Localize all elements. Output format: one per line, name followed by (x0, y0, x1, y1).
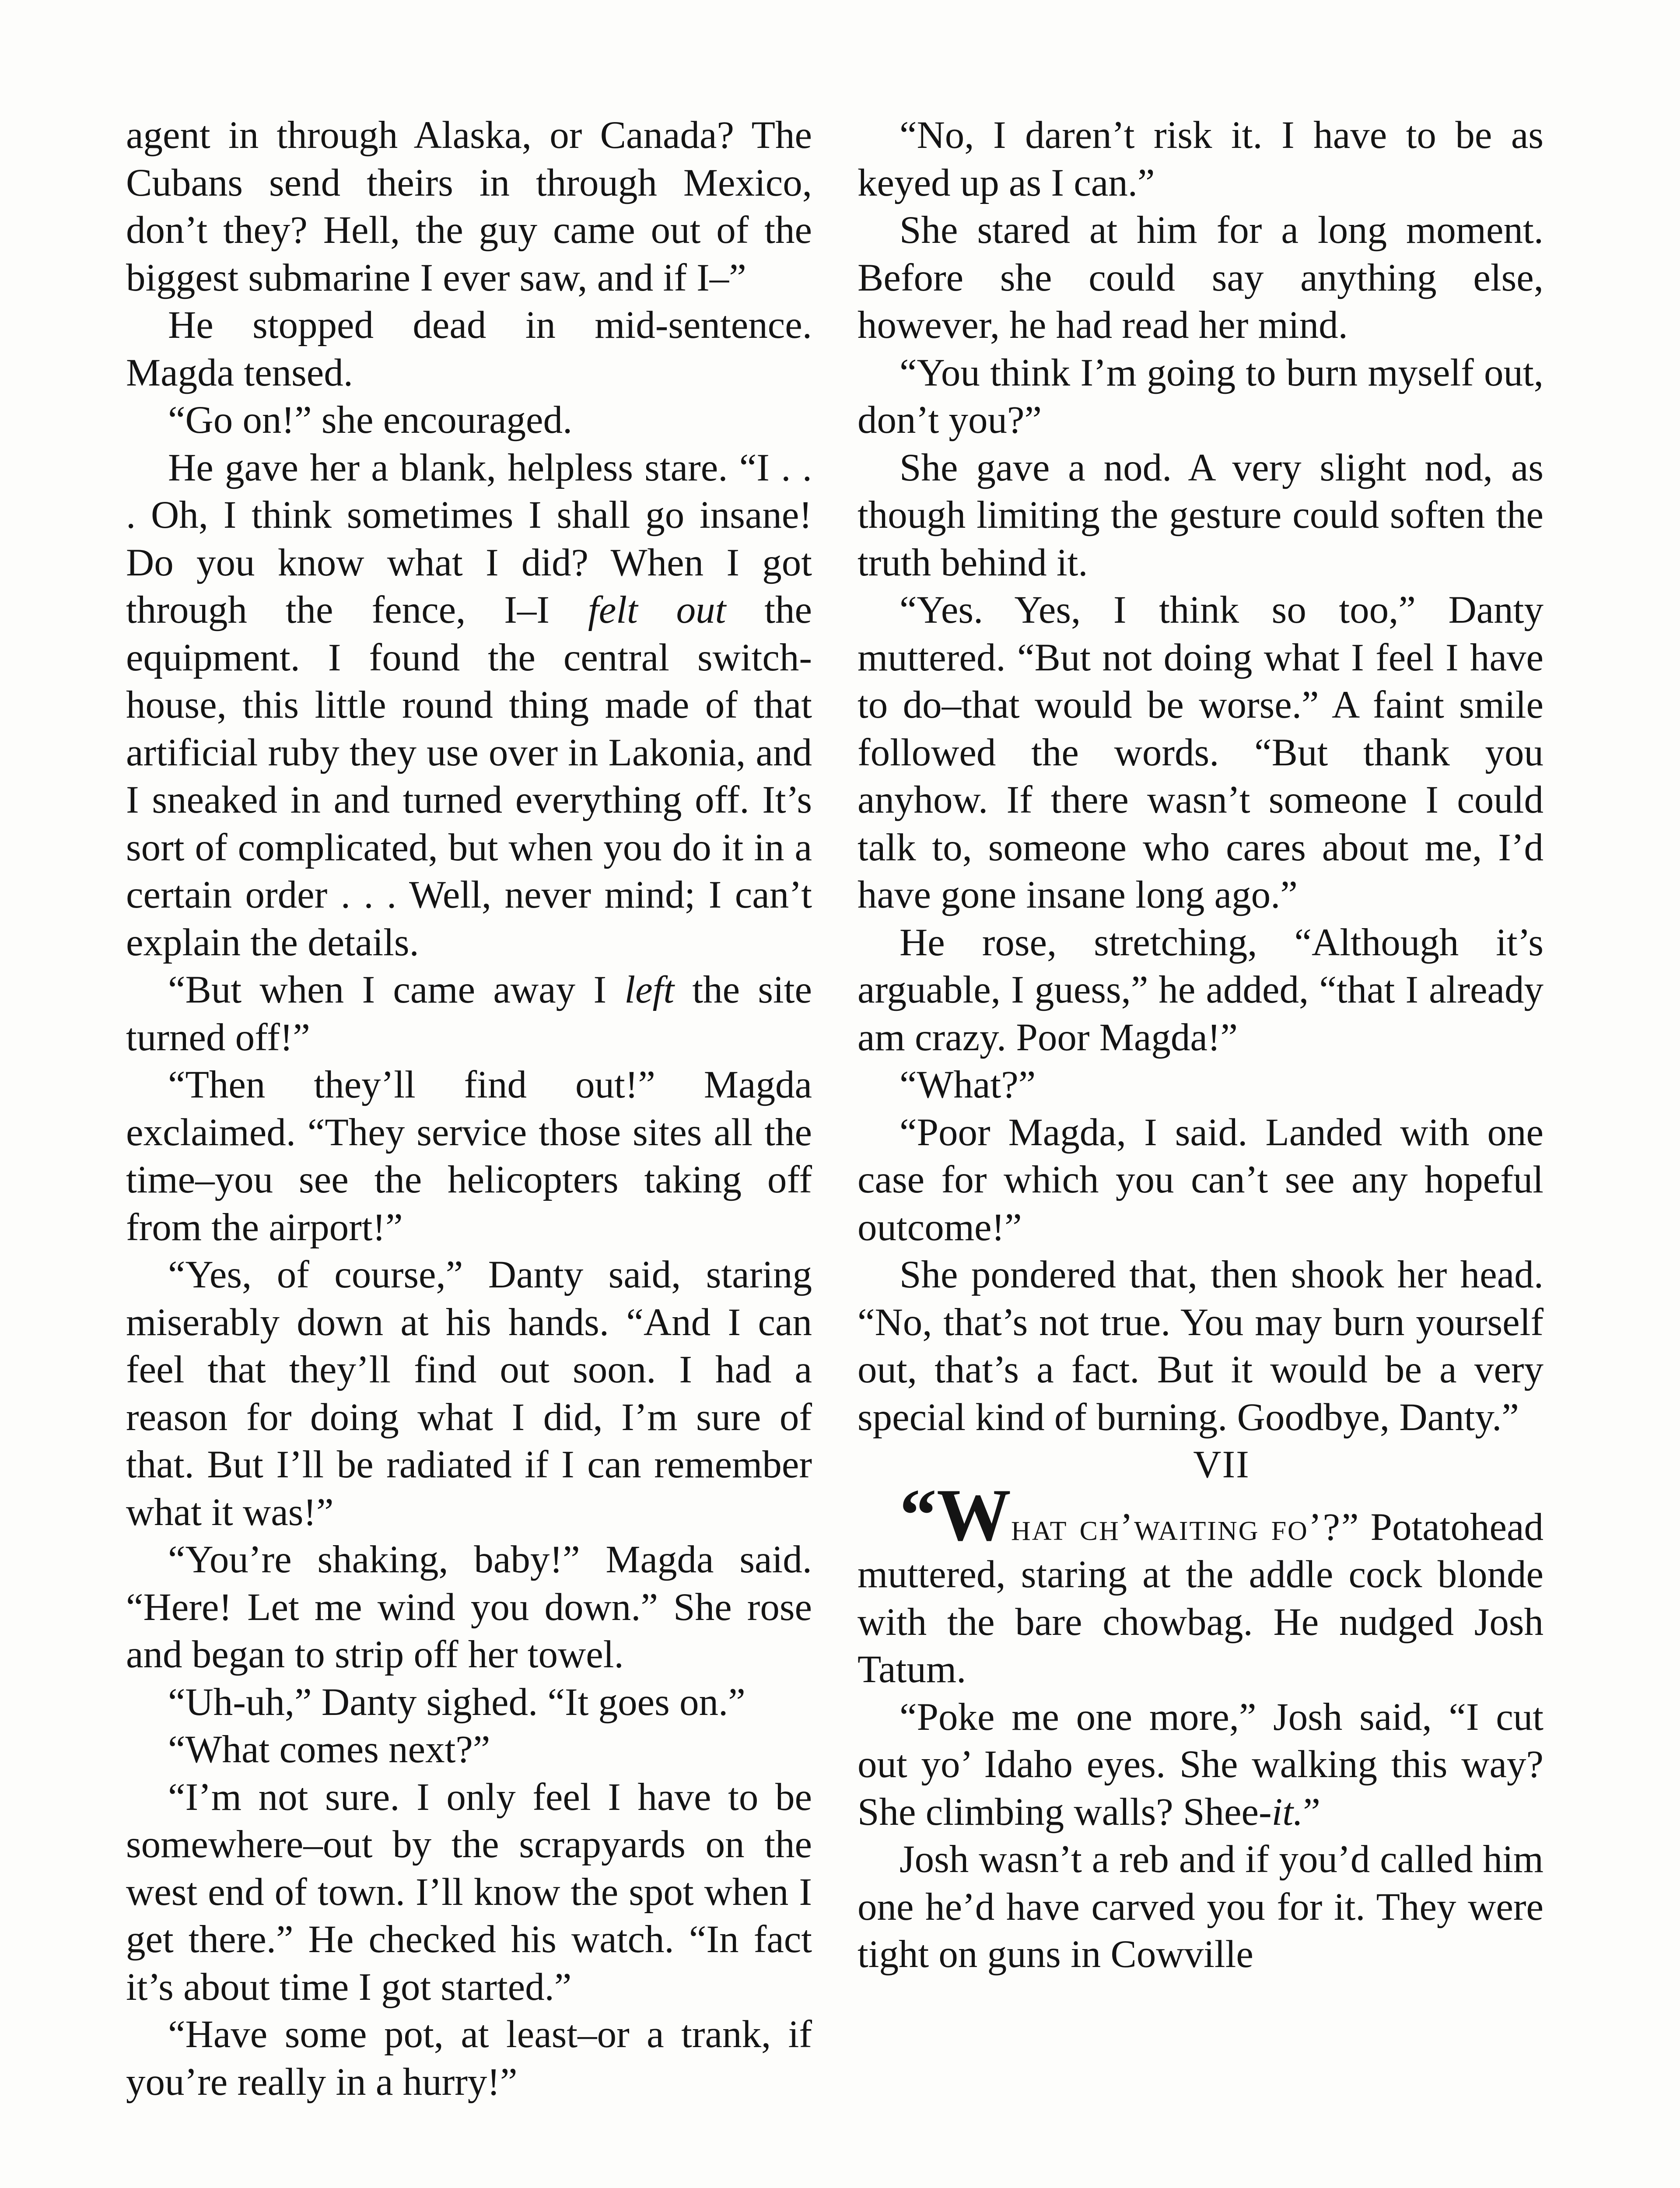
paragraph: He stopped dead in mid-sentence. Magda tensed. (126, 304, 812, 394)
chapter-heading: VII (1193, 1443, 1250, 1486)
paragraph: “Poke me one more,” Josh said, “I cut out yo’ Idaho eyes. She walking this way? She climbing walls? Shee-it.” (858, 1695, 1544, 1834)
paragraph: “Poor Magda, I said. Landed with one case for which you can’t see any hopeful outcome!” (858, 1111, 1544, 1249)
paragraph: She pondered that, then shook her head. “No, that’s not true. You may burn yourself out, that’s a fact. But it would be a very special kind of burning. Goodbye, Danty.” (858, 1253, 1544, 1439)
paragraph: “Have some pot, at least–or a trank, if you’re really in a hurry!” (126, 2013, 812, 2104)
paragraph: “What comes next?” (168, 1728, 490, 1771)
drop-cap: “W (900, 1473, 1011, 1556)
paragraph: “Then they’ll find out!” Magda exclaimed. “They service those sites all the time–you see the helicopters taking off from the airport!” (126, 1063, 812, 1249)
paragraph: “Yes. Yes, I think so too,” Danty muttered. “But not doing what I feel I have to do–that would be worse.” A faint smile followed the words. “But thank you anyhow. If there wasn’t someone I could talk to, someone who cares about me, I’d have gone insane long ago.” (858, 589, 1544, 916)
paragraph: “Yes, of course,” Danty said, staring miserably down at his hands. “And I can feel that they’ll find out soon. I had a reason for doing what I did, I’m sure of that. But I’ll be radiated if I can remember what it was!” (126, 1253, 812, 1534)
paragraph: “What?” (900, 1063, 1036, 1106)
paragraph: “You’re shaking, baby!” Magda said. “Here! Let me wind you down.” She rose and began to strip off her towel. (126, 1538, 812, 1676)
paragraph: “But when I came away I left the site turned off!” (126, 968, 812, 1059)
paragraph: “Go on!” she encouraged. (168, 399, 573, 442)
paragraph: “No, I daren’t risk it. I have to be as keyed up as I can.” (858, 114, 1544, 204)
section-opening-paragraph: “What ch’waiting fo’?” Potatohead muttered, staring at the addle cock blonde with the bare chowbag. He nudged Josh Tatum. (858, 1473, 1544, 1691)
small-caps-lead: hat ch’waiting fo’?” (1011, 1505, 1360, 1549)
italic-text: felt out (588, 589, 726, 631)
italic-text: left (624, 968, 675, 1011)
paragraph: “You think I’m going to burn myself out, don’t you?” (858, 351, 1544, 442)
paragraph: She gave a nod. A very slight nod, as though limiting the gesture could soften the truth behind it. (858, 446, 1544, 584)
paragraph: agent in through Alaska, or Canada? The Cubans send theirs in through Mexico, don’t they? Hell, the guy came out of the biggest submarine I ever saw, and if I–” (126, 114, 812, 299)
paragraph: “Uh-uh,” Danty sighed. “It goes on.” (168, 1680, 746, 1724)
paragraph: She stared at him for a long moment. Before she could say anything else, however, he had read her mind. (858, 209, 1544, 347)
right-text-column (858, 112, 1544, 1978)
paragraph: He rose, stretching, “Although it’s arguable, I guess,” he added, “that I already am crazy. Poor Magda!” (858, 921, 1544, 1059)
italic-text: it. (1271, 1790, 1303, 1834)
paragraph: Josh wasn’t a reb and if you’d called him one he’d have carved you for it. They were tight on guns in Cowville (858, 1838, 1544, 1976)
paragraph: He gave her a blank, helpless stare. “I . . . Oh, I think sometimes I shall go insane! Do you know what I did? When I got through the fence, I–I felt out the equipment. I found the central switch-house, this little round thing made of that artificial ruby they use over in Lakonia, and I sneaked in and turned everything off. It’s sort of complicated, but when you do it in a certain order . . . Well, never mind; I can’t explain the details. (126, 446, 812, 964)
left-text-column (126, 112, 812, 2106)
paragraph: “I’m not sure. I only feel I have to be somewhere–out by the scrapyards on the west end of town. I’ll know the spot when I get there.” He checked his watch. “In fact it’s about time I got started.” (126, 1775, 812, 2009)
